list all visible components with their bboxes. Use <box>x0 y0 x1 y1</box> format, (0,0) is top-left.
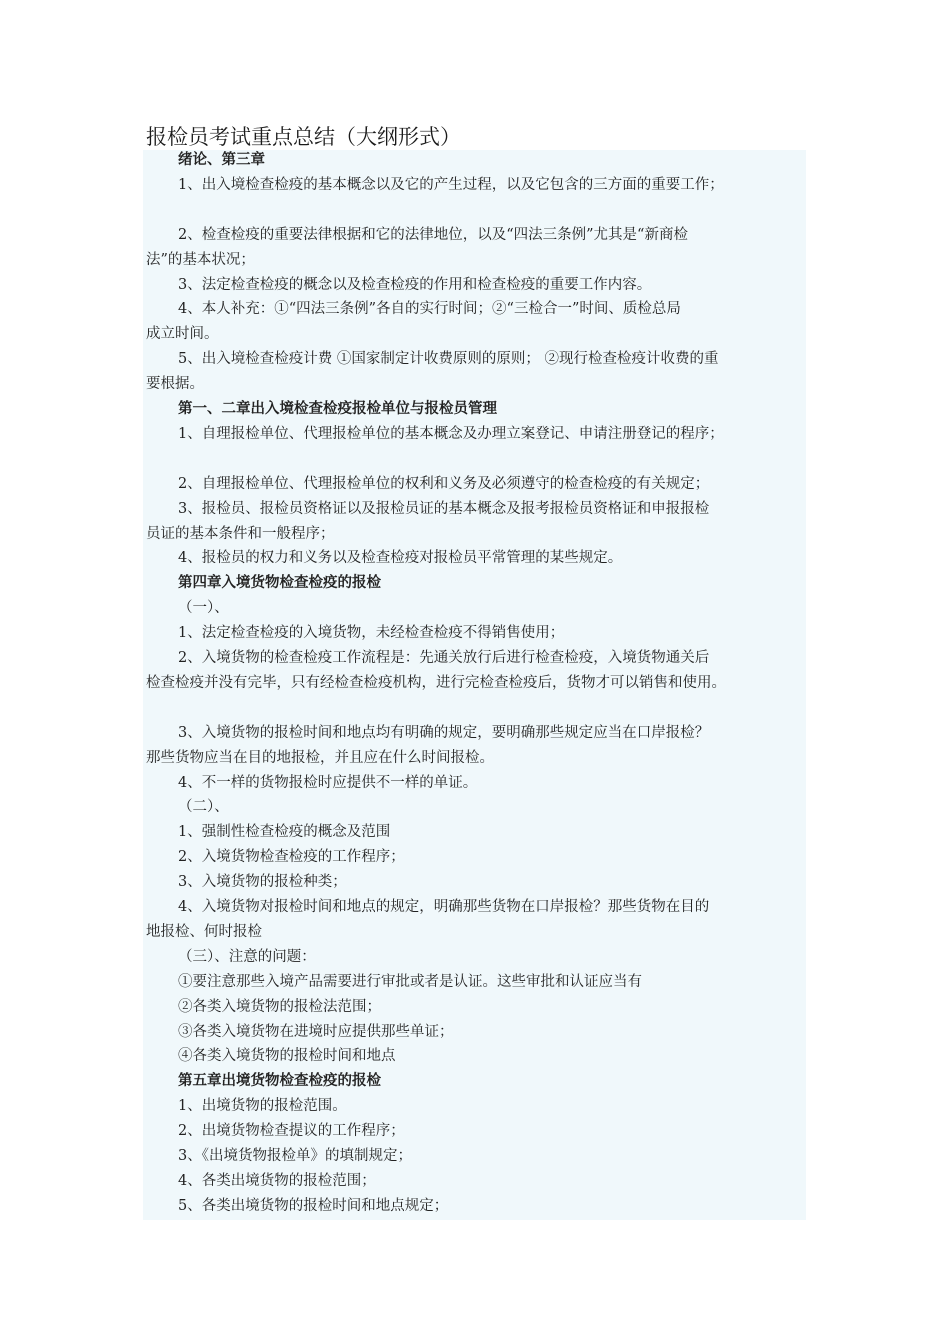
text-line: 4、报检员的权力和义务以及检查检疫对报检员平常管理的某些规定。 <box>178 550 623 567</box>
text-line: 4、各类出境货物的报检范围； <box>178 1172 376 1189</box>
document-body <box>143 150 806 1220</box>
text-line: 检查检疫并没有完毕，只有经检查检疫机构，进行完检查检疫后，货物才可以销售和使用。 <box>146 674 726 691</box>
text-line: 2、检查检疫的重要法律根据和它的法律地位，以及“四法三条例”尤其是“新商检 <box>178 226 688 243</box>
document-title: 报检员考试重点总结（大纲形式） <box>146 125 461 149</box>
text-line: 4、入境货物对报检时间和地点的规定，明确那些货物在口岸报检？那些货物在目的 <box>178 899 710 915</box>
text-line: 3、入境货物的报检种类； <box>178 874 347 891</box>
text-line: 成立时间。 <box>146 326 219 343</box>
section-heading: 第五章出境货物检查检疫的报检 <box>178 1072 381 1090</box>
text-line: 1、出入境检查检疫的基本概念以及它的产生过程，以及它包含的三方面的重要工作； <box>178 176 724 193</box>
text-line: 3、报检员、报检员资格证以及报检员证的基本概念及报考报检员资格证和申报报检 <box>178 500 710 517</box>
text-line: 1、出境货物的报检范围。 <box>178 1098 347 1115</box>
text-line: 3、法定检查检疫的概念以及检查检疫的作用和检查检疫的重要工作内容。 <box>178 276 652 293</box>
text-line: ①要注意那些入境产品需要进行审批或者是认证。这些审批和认证应当有 <box>178 973 642 990</box>
text-line: 3、入境货物的报检时间和地点均有明确的规定，要明确那些规定应当在口岸报检？ <box>178 724 710 741</box>
text-line: 5、各类出境货物的报检时间和地点规定； <box>178 1197 449 1214</box>
text-line: 1、强制性检查检疫的概念及范围 <box>178 824 391 841</box>
text-line: 2、自理报检单位、代理报检单位的权利和义务及必须遵守的检查检疫的有关规定； <box>178 475 710 492</box>
section-heading: 绪论、第三章 <box>178 151 265 168</box>
text-line: 3、《出境货物报检单》的填制规定； <box>178 1148 412 1164</box>
text-line: ②各类入境货物的报检法范围； <box>178 998 381 1015</box>
text-line: 4、不一样的货物报检时应提供不一样的单证。 <box>178 774 478 791</box>
text-line: 1、法定检查检疫的入境货物，未经检查检疫不得销售使用； <box>178 625 565 642</box>
text-line: （一）、 <box>178 600 229 617</box>
text-line: 地报检、何时报检 <box>146 923 262 940</box>
text-line: ③各类入境货物在进境时应提供那些单证； <box>178 1023 454 1040</box>
text-line: 2、入境货物的检查检疫工作流程是：先通关放行后进行检查检疫，入境货物通关后 <box>178 650 710 666</box>
text-line: （二）、 <box>178 799 229 816</box>
text-line: 员证的基本条件和一般程序； <box>146 525 335 542</box>
text-line: 那些货物应当在目的地报检，并且应在什么时间报检。 <box>146 749 494 766</box>
text-line: ④各类入境货物的报检时间和地点 <box>178 1048 396 1065</box>
text-line: 1、自理报检单位、代理报检单位的基本概念及办理立案登记、申请注册登记的程序； <box>178 425 724 442</box>
text-line: 2、出境货物检查提议的工作程序； <box>178 1123 405 1140</box>
section-heading: 第四章入境货物检查检疫的报检 <box>178 574 381 592</box>
text-line: 5、出入境检查检疫计费 ①国家制定计收费原则的原则； ②现行检查检疫计收费的重 <box>178 351 719 368</box>
text-line: 2、入境货物检查检疫的工作程序； <box>178 849 405 866</box>
text-line: 4、本人补充：①“四法三条例”各自的实行时间；②“三检合一”时间、质检总局 <box>178 301 681 318</box>
section-heading: 第一、二章出入境检查检疫报检单位与报检员管理 <box>178 400 497 417</box>
text-line: （三）、注意的问题： <box>178 948 316 965</box>
text-line: 法”的基本状况； <box>146 251 255 268</box>
text-line: 要根据。 <box>146 376 204 393</box>
